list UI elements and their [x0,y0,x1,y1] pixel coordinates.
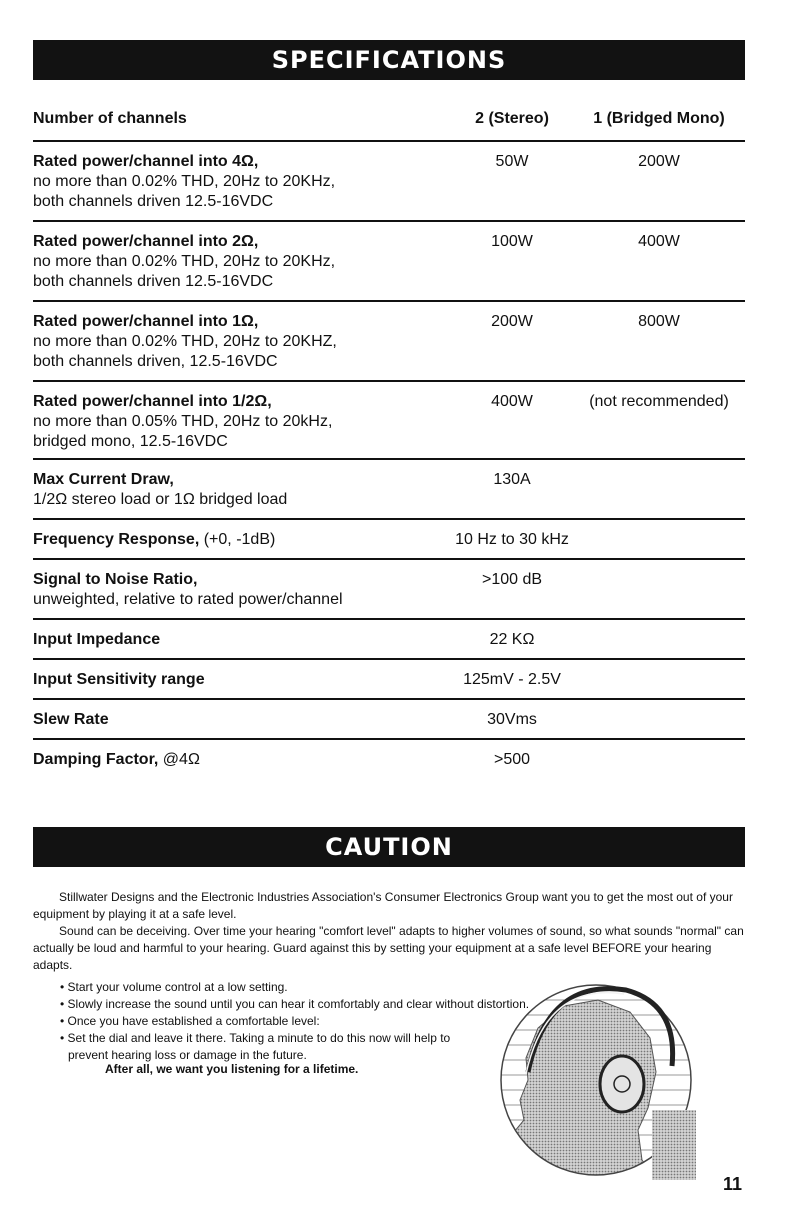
spec-name: Max Current Draw, [33,471,174,488]
stereo-value: 130A [493,471,531,488]
spec-row [33,300,745,370]
spec-label [33,710,413,730]
spec-detail: no more than 0.02% THD, 20Hz to 20KHz, [33,253,336,270]
spec-detail: 1/2Ω stereo load or 1Ω bridged load [33,491,288,508]
stereo-column-header: 2 (Stereo) [475,110,549,127]
spec-detail: no more than 0.02% THD, 20Hz to 20KHz, [33,173,336,190]
spec-label [33,392,413,452]
spec-row [33,658,745,688]
stereo-value: >500 [493,751,531,768]
spec-row [33,518,745,548]
mono-column-header: 1 (Bridged Mono) [593,110,725,127]
spec-detail: no more than 0.05% THD, 20Hz to 20kHz, [33,413,333,430]
spec-name: Slew Rate [33,711,109,728]
stereo-value: 22 KΩ [489,631,535,648]
spec-label [33,670,413,690]
stereo-value: 400W [491,393,533,410]
spec-label [33,570,413,610]
safety-tips-list [60,979,620,1064]
spec-row [33,698,745,728]
spec-name: Input Sensitivity range [33,671,205,688]
mono-value: 200W [638,153,680,170]
caution-paragraph: Stillwater Designs and the Electronic Industries Association's Consumer Electronics Group want you to get the most out of your equipment by playing it at a safe level. [33,890,733,921]
spec-condition: (+0, -1dB) [199,531,276,548]
caution-title: CAUTION [325,833,453,861]
spec-name: Damping Factor, [33,751,159,768]
spec-row [33,738,745,768]
stereo-value: 125mV - 2.5V [463,671,561,688]
mono-value: (not recommended) [589,393,729,410]
spec-detail: unweighted, relative to rated power/channel [33,591,343,608]
spec-detail: both channels driven 12.5-16VDC [33,273,274,290]
spec-row [33,380,745,450]
page-number: 11 [723,1174,743,1194]
spec-name: Frequency Response, [33,531,200,548]
spec-label [33,630,413,650]
spec-label [33,750,413,770]
mono-value: 800W [638,313,680,330]
spec-detail: no more than 0.02% THD, 20Hz to 20KHZ, [33,333,337,350]
safety-tip: • Slowly increase the sound until you can hear it comfortably and clear without distortion. [60,997,530,1011]
specifications-title: SPECIFICATIONS [271,46,507,74]
stereo-value: 100W [491,233,533,250]
spec-name: Rated power/channel into 2Ω, [33,233,259,250]
specifications-banner [33,40,745,80]
spec-label [33,530,413,550]
safety-tip: • Set the dial and leave it there. Taking a minute to do this now will help to prevent hearing loss or damage in the future. [60,1031,451,1062]
spec-label [33,152,413,212]
spec-label [33,232,413,292]
spec-condition: @4Ω [158,751,200,768]
spec-label [33,470,413,510]
spec-row [33,220,745,290]
spec-detail: both channels driven, 12.5-16VDC [33,353,278,370]
spec-row [33,558,745,608]
closing-statement: After all, we want you listening for a lifetime. [105,1062,359,1076]
stereo-value: 50W [495,153,529,170]
safety-tip: • Once you have established a comfortable level: [60,1014,320,1028]
spec-label [33,312,413,372]
mono-value: 400W [638,233,680,250]
spec-name: Rated power/channel into 1Ω, [33,313,259,330]
spec-name: Input Impedance [33,631,161,648]
spec-row [33,458,745,508]
stereo-value: 200W [491,313,533,330]
spec-row [33,140,745,210]
stereo-value: >100 dB [481,571,543,588]
caution-paragraph: Sound can be deceiving. Over time your hearing "comfort level" adapts to higher volumes of sound, so what sounds "normal" can actually be loud and harmful to your hearing. Guard against this by setting your equipment at a safe level BEFORE your hearing adapts. [33,924,744,972]
spec-detail: both channels driven 12.5-16VDC [33,193,274,210]
spec-name: Rated power/channel into 4Ω, [33,153,259,170]
stereo-value: 30Vms [487,711,537,728]
caution-banner [33,827,745,867]
spec-row [33,618,745,648]
stereo-value: 10 Hz to 30 kHz [455,531,569,548]
channels-label: Number of channels [33,110,187,127]
spec-name: Signal to Noise Ratio, [33,571,198,588]
spec-name: Rated power/channel into 1/2Ω, [33,393,272,410]
spec-detail: bridged mono, 12.5-16VDC [33,433,228,450]
safety-tip: • Start your volume control at a low setting. [60,980,288,994]
